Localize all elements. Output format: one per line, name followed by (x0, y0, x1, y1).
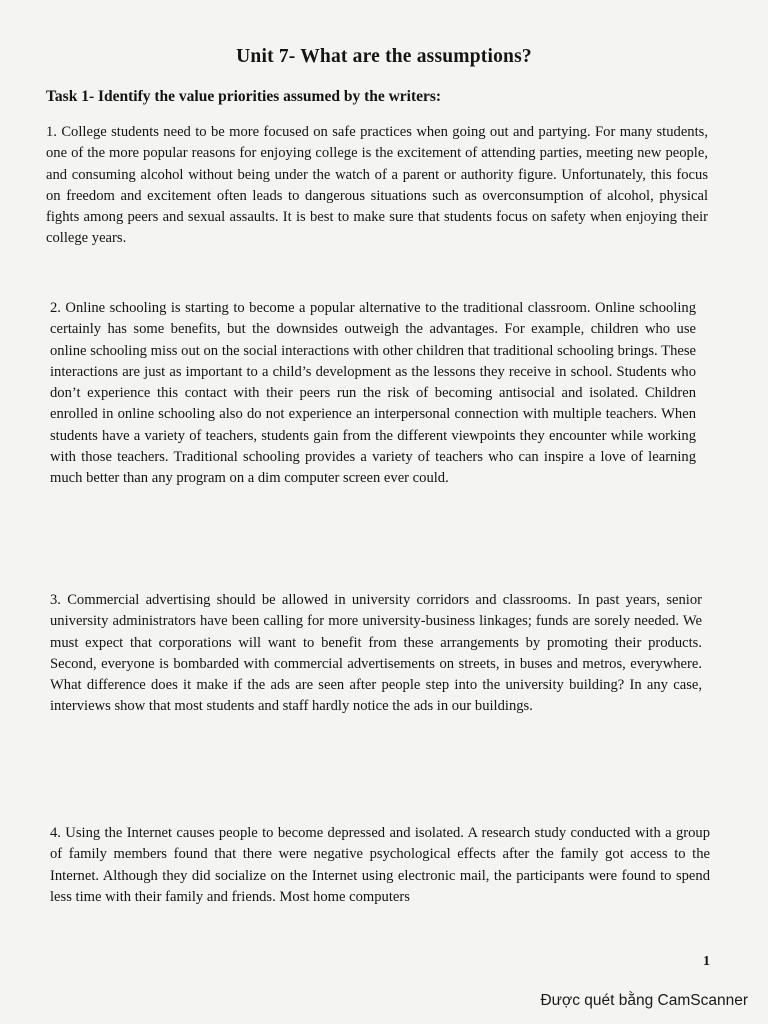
paragraph-1: 1. College students need to be more focused on safe practices when going out and partying. For many students, one of the more popular reasons for enjoying college is the excitement of attending parties, meeting new people, and consuming alcohol without being under the watch of a parent or authority figure. Unfortunately, this focus on freedom and excitement often leads to dangerous situations such as overconsumption of alcohol, physical fights among peers and sexual assaults. It is best to make sure that students focus on safety when enjoying their college years. (46, 124, 708, 247)
paragraph-3: 3. Commercial advertising should be allowed in university corridors and classrooms. In past years, senior university administrators have been calling for more university-business linkages; funds are sorely needed. We must expect that corporations will want to benefit from these arrangements by promoting their products. Second, everyone is bombarded with commercial advertisements on streets, in buses and metros, everywhere. What difference does it make if the ads are seen after people step into the university building? In any case, interviews show that most students and staff hardly notice the ads in our buildings. (50, 592, 702, 715)
page-title: Unit 7- What are the assumptions? (236, 46, 532, 67)
paragraph-2: 2. Online schooling is starting to become a popular alternative to the traditional classroom. Online schooling certainly has some benefits, but the downsides outweigh the advantages. For example, children who use online schooling miss out on the social interactions with other children that traditional schooling brings. These interactions are just as important to a child’s development as the lessons they receive in school. Students who don’t experience this contact with their peers run the risk of becoming antisocial and isolated. Children enrolled in online schooling also do not experience an interpersonal connection with multiple teachers. When students have a variety of teachers, students gain from the different viewpoints they encounter while working with those teachers. Traditional schooling provides a variety of teachers who can inspire a love of learning much better than any program on a dim computer screen ever could. (50, 300, 696, 487)
page-number: 1 (703, 954, 710, 969)
task-heading: Task 1- Identify the value priorities assumed by the writers: (46, 88, 442, 105)
paragraph-4: 4. Using the Internet causes people to become depressed and isolated. A research study conducted with a group of family members found that there were negative psychological effects after the family got access to the Internet. Although they did socialize on the Internet using electronic mail, the participants were found to spend less time with their family and friends. Most home computers (50, 825, 710, 905)
camscanner-watermark: Được quét bằng CamScanner (540, 992, 748, 1009)
